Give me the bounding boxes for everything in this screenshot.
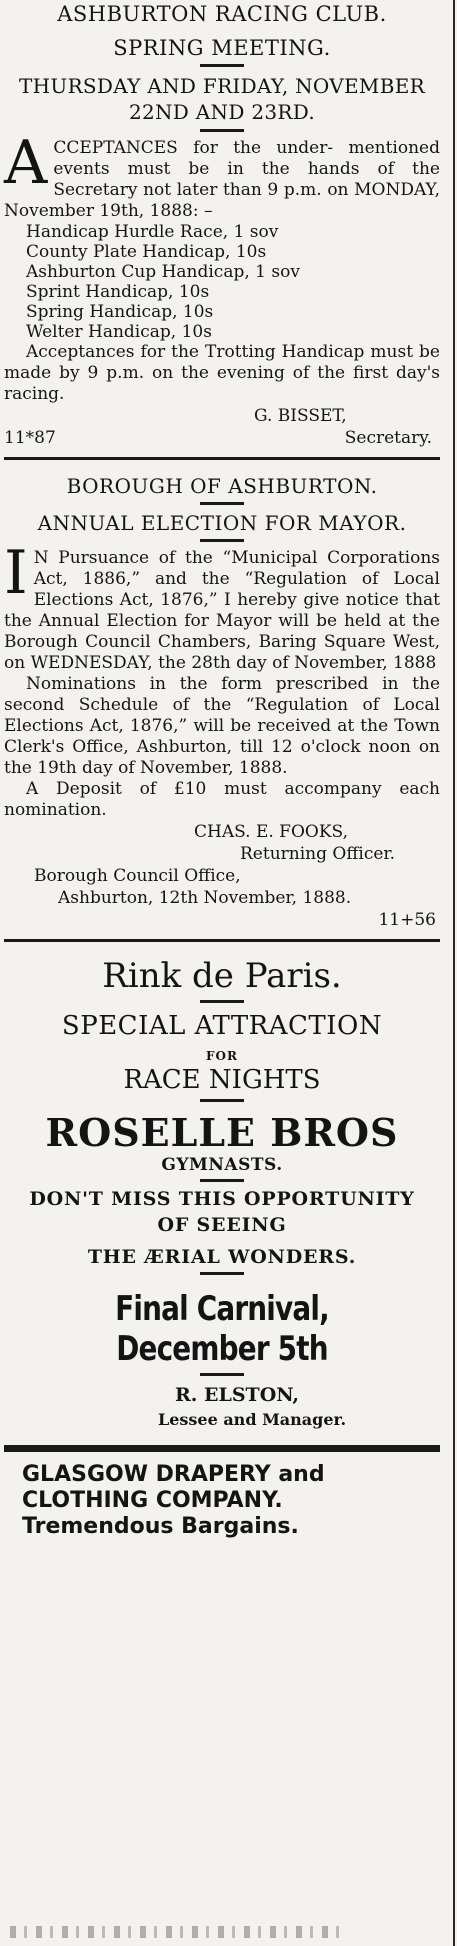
borough-place-date: Ashburton, 12th November, 1888. [58,888,352,908]
rink-dont-miss: DON'T MISS THIS OPPORTUNITY [29,1188,415,1210]
short-rule [200,539,244,542]
event-item: County Plate Handicap, 10s [26,242,267,262]
rink-final-carnival: Final Carnival, December 5th [115,1289,329,1369]
rink-special: SPECIAL ATTRACTION [61,1011,383,1041]
borough-signer: CHAS. E. FOOKS, [194,822,348,842]
short-rule [200,1099,244,1102]
racing-footer [4,427,440,449]
short-rule [200,1179,244,1182]
racing-signer: G. BISSET, [254,406,347,426]
borough-paragraph-1 [4,538,440,674]
borough-subtitle: ANNUAL ELECTION FOR MAYOR. [37,511,407,535]
glasgow-drapery-advertisement [4,1462,440,1540]
borough-para3: A Deposit of £10 must accompany each nomination. [4,779,440,820]
event-item: Handicap Hurdle Race, 1 sov [26,222,279,242]
drop-cap: A [4,128,48,198]
rink-race-nights: RACE NIGHTS [123,1065,321,1095]
rink-of-seeing: OF SEEING [157,1214,287,1236]
borough-ref: 11+56 [378,910,436,930]
short-rule [200,1272,244,1275]
rink-de-paris-advertisement [4,956,440,1429]
drop-cap: I [4,538,28,608]
rink-manager: R. ELSTON, [174,1384,300,1406]
borough-role: Returning Officer. [240,844,396,864]
rink-title: Rink de Paris. [102,956,342,996]
section-divider [4,939,440,942]
rink-act: ROSELLE BROS [45,1110,399,1155]
event-item: Ashburton Cup Handicap, 1 sov [26,262,300,282]
glasgow-text: GLASGOW DRAPERY and CLOTHING COMPANY. Tremendous Bargains. [22,1462,325,1539]
racing-dates: THURSDAY AND FRIDAY, NOVEMBER 22ND AND 23RD. [19,74,425,124]
borough-election-notice [4,474,440,931]
event-list [4,222,440,342]
rink-for: FOR [206,1049,238,1063]
section-divider [4,457,440,460]
cut-off-text-fragment [10,1926,340,1938]
column-rule [453,0,455,1946]
rink-aerial: THE ÆRIAL WONDERS. [87,1246,357,1268]
rink-manager-role: Lessee and Manager. [157,1410,347,1429]
short-rule [200,502,244,505]
rink-act-sub: GYMNASTS. [161,1155,283,1175]
short-rule [200,1373,244,1376]
racing-intro-paragraph [4,128,440,222]
section-divider [4,1445,440,1452]
event-item: Spring Handicap, 10s [26,302,214,322]
event-item: Sprint Handicap, 10s [26,282,210,302]
racing-intro: CCEPTANCES for the under- mentioned events must be in the hands of the Secretary not later than 9 p.m. on MONDAY, November 19th, 1888: – [4,138,440,221]
short-rule [200,129,244,132]
trotting-note: Acceptances for the Trotting Handicap must be made by 9 p.m. on the evening of the first day's racing. [4,342,440,404]
borough-office: Borough Council Office, [34,866,241,886]
racing-club-advertisement [4,2,440,449]
event-item: Welter Handicap, 10s [26,322,212,342]
racing-role: Secretary. [344,428,432,448]
racing-subtitle: SPRING MEETING. [113,36,331,60]
racing-ref: 11*87 [4,428,56,448]
short-rule [200,1000,244,1003]
racing-title: ASHBURTON RACING CLUB. [57,2,387,26]
borough-title: BOROUGH OF ASHBURTON. [66,474,378,498]
short-rule [200,64,244,67]
borough-para1: N Pursuance of the “Municipal Corporations Act, 1886,” and the “Regulation of Local Elections Act, 1876,” I hereby give notice that the Annual Election for Mayor will be held at the Borough Council Chambers, Baring Square West, on WEDNESDAY, the 28th day of November, 1888 [4,548,440,673]
borough-para2: Nominations in the form prescribed in the second Schedule of the “Regulation of Local Elections Act, 1876,” will be received at the Town Clerk's Office, Ashburton, till 12 o'clock noon on the 19th day of November, 1888. [4,674,440,778]
